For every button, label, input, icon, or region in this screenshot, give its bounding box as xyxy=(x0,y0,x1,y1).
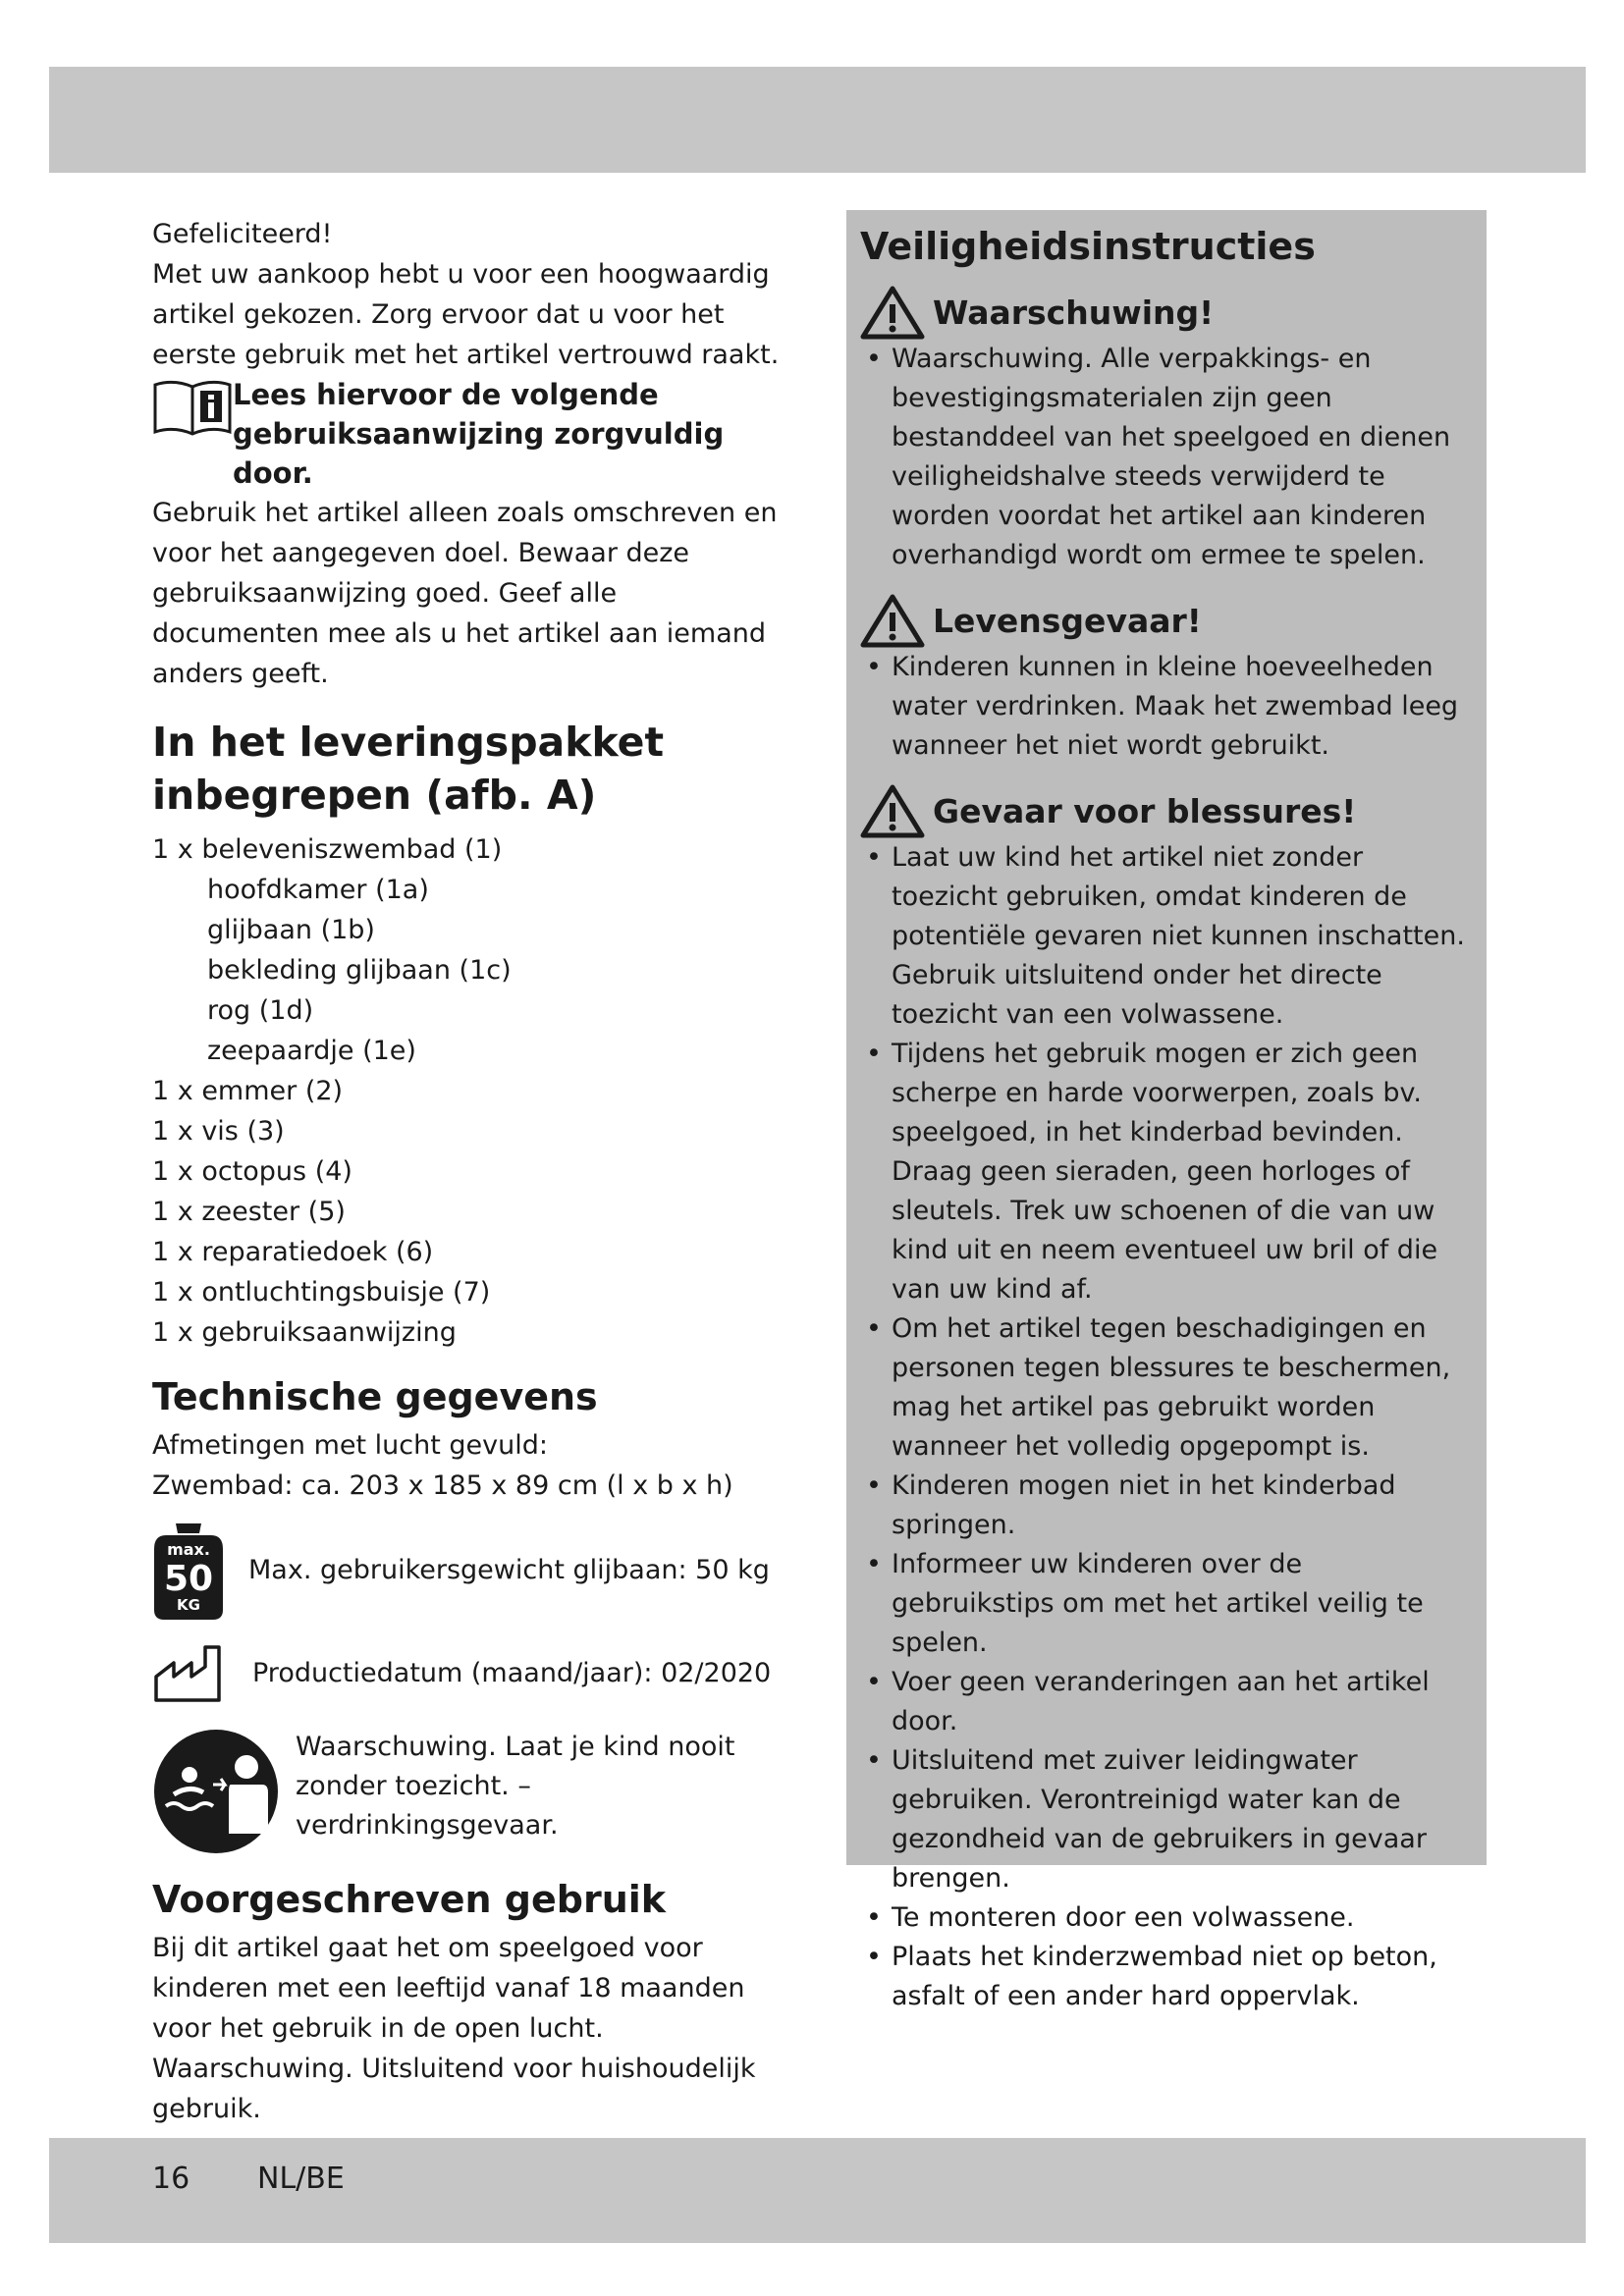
list-item: • Om het artikel tegen beschadigingen en personen tegen blessures te beschermen, mag het artikel pas gebruikt worden wanneer het volledig opgepompt is. xyxy=(860,1309,1473,1467)
list-item: • Te monteren door een volwassene. xyxy=(860,1898,1473,1938)
life-danger-header xyxy=(860,593,1473,648)
page-number: 16 xyxy=(152,2162,190,2196)
delivery-heading-line1: In het leveringspakket xyxy=(152,719,665,766)
list-item: 1 x zeester (5) xyxy=(152,1197,346,1227)
list-item: • Plaats het kinderzwembad niet op beton, asfalt of een ander hard oppervlak. xyxy=(860,1938,1473,2016)
list-item: • Waarschuwing. Alle verpakkings- en bevestigingsmaterialen zijn geen bestanddeel van het speelgoed en dienen veiligheidshalve steeds verwijderd te worden voordat het artikel aan kinderen overhandigd wordt om ermee te spelen. xyxy=(860,340,1473,575)
injury-danger-list xyxy=(860,838,1473,2016)
dimensions-value: Zwembad: ca. 203 x 185 x 89 cm (l x b x h) xyxy=(152,1470,733,1501)
weight-icon-unit: KG xyxy=(177,1596,200,1614)
weight-icon-top: max. xyxy=(167,1540,210,1559)
list-item: 1 x octopus (4) xyxy=(152,1156,352,1187)
list-item: • Informeer uw kinderen over de gebruikstips om met het artikel veilig te spelen. xyxy=(860,1545,1473,1663)
life-danger-list xyxy=(860,648,1473,766)
warning-header xyxy=(860,285,1473,340)
list-item: • Uitsluitend met zuiver leidingwater gebruiken. Verontreinigd water kan de gezondheid van de gebruikers in gevaar brengen. xyxy=(860,1741,1473,1898)
list-item: • Kinderen kunnen in kleine hoeveelheden water verdrinken. Maak het zwembad leeg wanneer het niet wordt gebruikt. xyxy=(860,648,1473,766)
warning-title: Waarschuwing! xyxy=(933,293,1215,332)
injury-danger-header xyxy=(860,783,1473,838)
warning-list xyxy=(860,340,1473,575)
read-manual-icon xyxy=(152,377,233,438)
safety-heading: Veiligheidsinstructies xyxy=(860,225,1316,268)
factory-icon xyxy=(152,1643,225,1704)
list-item: • Laat uw kind het artikel niet zonder toezicht gebruiken, omdat kinderen de potentiële gevaren niet kunnen inschatten. Gebruik uitsluitend onder het directe toezicht van een volwassene. xyxy=(860,838,1473,1035)
list-item: • Tijdens het gebruik mogen er zich geen scherpe en harde voorwerpen, zoals bv. speelgoed, in het kinderbad bevinden. Draag geen sieraden, geen horloges of sleutels. Trek uw schoenen of die van uw kind uit en neem eventueel uw bril of die van uw kind af. xyxy=(860,1035,1473,1309)
list-item: rog (1d) xyxy=(207,995,314,1026)
list-item: 1 x ontluchtingsbuisje (7) xyxy=(152,1277,491,1308)
warning-triangle-icon xyxy=(860,783,925,838)
safety-instructions-box xyxy=(846,210,1487,2011)
warning-triangle-icon xyxy=(860,593,925,648)
list-item: 1 x beleveniszwembad (1) xyxy=(152,834,503,865)
life-danger-title: Levensgevaar! xyxy=(933,601,1202,640)
list-item: 1 x vis (3) xyxy=(152,1116,285,1147)
list-item: 1 x gebruiksaanwijzing xyxy=(152,1317,457,1348)
intro-greeting: Gefeliciteerd! xyxy=(152,219,333,249)
supervision-warning-text: Waarschuwing. Laat je kind nooit zonder toezicht. – verdrinkingsgevaar. xyxy=(296,1732,735,1841)
list-item: glijbaan (1b) xyxy=(207,915,375,945)
list-item: • Voer geen veranderingen aan het artikel door. xyxy=(860,1663,1473,1741)
injury-danger-title: Gevaar voor blessures! xyxy=(933,791,1357,830)
warning-triangle-icon xyxy=(860,285,925,340)
intended-use-text: Bij dit artikel gaat het om speelgoed voor kinderen met een leeftijd vanaf 18 maanden voor het gebruik in de open lucht. Waarschuwing. Uitsluitend voor huishoudelijk gebruik. xyxy=(152,1933,756,2124)
read-notice-text: Lees hiervoor de volgende gebruiksaanwijzing zorgvuldig door. xyxy=(233,378,725,490)
supervision-warning-row xyxy=(152,1728,781,1855)
production-date-text: Productiedatum (maand/jaar): 02/2020 xyxy=(252,1658,772,1688)
child-supervision-warning-icon xyxy=(152,1728,280,1855)
list-item: bekleding glijbaan (1c) xyxy=(207,955,512,986)
production-date-row xyxy=(152,1643,781,1704)
left-column xyxy=(152,214,781,2129)
list-item: hoofdkamer (1a) xyxy=(207,875,429,905)
dimensions-label: Afmetingen met lucht gevuld: xyxy=(152,1430,548,1461)
usage-text: Gebruik het artikel alleen zoals omschreven en voor het aangegeven doel. Bewaar deze gebruiksaanwijzing goed. Geef alle documenten mee als u het artikel aan iemand anders geeft. xyxy=(152,498,778,689)
delivery-heading xyxy=(152,716,781,822)
weight-icon-value: 50 xyxy=(163,1559,214,1599)
delivery-heading-line2: inbegrepen (afb. A) xyxy=(152,772,597,819)
header-band xyxy=(49,67,1586,173)
delivery-list xyxy=(152,829,781,1353)
locale-label: NL/BE xyxy=(257,2162,345,2196)
intro-text: Met uw aankoop hebt u voor een hoogwaardig artikel gekozen. Zorg ervoor dat u voor het eerste gebruik met het artikel vertrouwd raakt. xyxy=(152,259,780,370)
weight-icon xyxy=(152,1520,225,1622)
list-item: • Kinderen mogen niet in het kinderbad springen. xyxy=(860,1467,1473,1545)
max-weight-text: Max. gebruikersgewicht glijbaan: 50 kg xyxy=(248,1555,770,1585)
technical-heading: Technische gegevens xyxy=(152,1375,598,1418)
list-item: 1 x reparatiedoek (6) xyxy=(152,1237,434,1267)
intended-use-heading: Voorgeschreven gebruik xyxy=(152,1878,667,1921)
list-item: 1 x emmer (2) xyxy=(152,1076,344,1106)
read-instructions-notice xyxy=(152,375,781,493)
list-item: zeepaardje (1e) xyxy=(207,1036,416,1066)
max-weight-row xyxy=(152,1520,781,1622)
